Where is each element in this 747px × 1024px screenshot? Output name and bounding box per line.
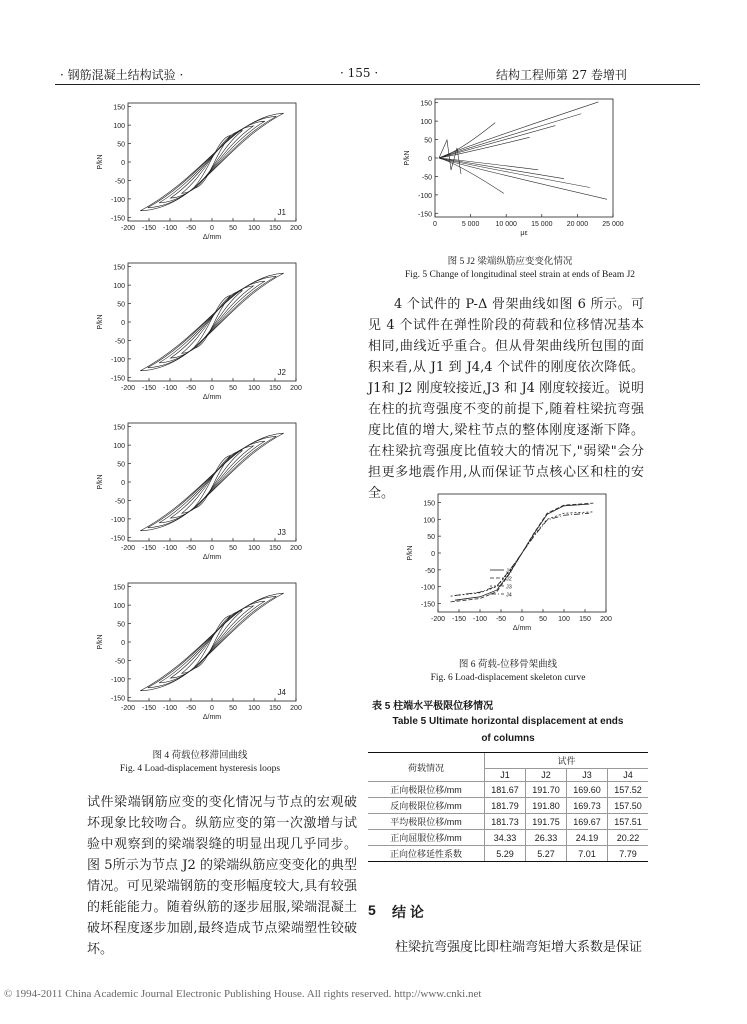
hysteresis-panel <box>97 263 302 401</box>
y-tick-label: -100 <box>110 516 125 524</box>
hysteresis-loop <box>182 451 242 514</box>
table-cell: 157.51 <box>608 814 648 830</box>
y-tick-label: -150 <box>110 695 125 703</box>
figure-4-plots <box>88 95 318 755</box>
section-title: 结 论 <box>392 904 424 920</box>
hysteresis-loop <box>170 446 253 518</box>
x-tick-label: -100 <box>162 225 178 232</box>
figure-6-caption-cn: 图 6 荷载-位移骨架曲线 <box>458 660 558 670</box>
table-5-title-en: Table 5 Ultimate horizontal displacement at ends <box>392 716 624 727</box>
last-paragraph: 柱梁抗弯强度比即柱端弯矩增大系数是保证 <box>395 940 643 955</box>
y-tick-label: 100 <box>113 123 125 131</box>
x-tick-label: -100 <box>162 705 178 712</box>
y-tick-label: -150 <box>417 211 432 219</box>
y-tick-label: 50 <box>117 621 125 629</box>
y-tick-label: 150 <box>420 100 432 108</box>
strain-curve <box>439 158 607 199</box>
figure-5-plot <box>395 93 625 253</box>
y-tick-label: 0 <box>121 640 125 647</box>
table-cell: 191.70 <box>526 782 567 798</box>
x-tick-label: 150 <box>269 705 281 712</box>
table-cell: 169.67 <box>567 814 608 830</box>
x-tick-label: 50 <box>539 616 547 623</box>
x-tick-label: 100 <box>248 705 260 712</box>
hysteresis-loop <box>182 131 242 194</box>
table-row <box>368 830 648 846</box>
x-tick-label: 200 <box>290 385 302 392</box>
row-label: 平均极限位移/mm <box>368 814 485 830</box>
figure-6 <box>398 488 618 648</box>
hysteresis-loop <box>182 291 242 354</box>
figure-4 <box>88 95 318 755</box>
series-line-J4 <box>455 513 589 595</box>
y-tick-label: 100 <box>420 119 432 127</box>
legend-label: J1 <box>506 568 512 575</box>
series-line-J3 <box>451 512 594 596</box>
hysteresis-loop <box>140 593 284 691</box>
y-tick-label: 50 <box>117 461 125 469</box>
table-row <box>368 782 648 798</box>
table-row <box>368 798 648 814</box>
y-tick-label: 150 <box>113 584 125 592</box>
x-tick-label: 0 <box>433 221 437 228</box>
table-row <box>368 846 648 862</box>
y-tick-label: -100 <box>110 196 125 204</box>
x-axis-label: Δ/mm <box>202 714 222 721</box>
row-label: 反向极限位移/mm <box>368 798 485 814</box>
plot-frame <box>435 99 613 217</box>
y-tick-label: -50 <box>114 658 125 666</box>
strain-curve <box>439 137 530 158</box>
y-tick-label: 50 <box>427 534 435 542</box>
y-axis-label: P/kN <box>407 545 414 561</box>
y-tick-label: 0 <box>428 156 432 163</box>
table-cell: 5.27 <box>526 846 567 862</box>
x-tick-label: -150 <box>141 545 157 552</box>
legend-label: J2 <box>506 576 512 583</box>
panel-label: J3 <box>277 528 286 537</box>
table-cell: 181.67 <box>485 782 526 798</box>
x-tick-label: -150 <box>141 225 157 232</box>
x-tick-label: 50 <box>229 385 237 392</box>
strain-curve <box>439 158 590 188</box>
x-tick-label: -50 <box>495 616 507 623</box>
y-tick-label: 150 <box>113 424 125 432</box>
y-tick-label: 100 <box>113 283 125 291</box>
x-tick-label: 150 <box>579 616 591 623</box>
y-axis-label: P/kN <box>97 634 104 650</box>
hysteresis-loop <box>159 601 265 683</box>
y-tick-label: -50 <box>114 498 125 506</box>
x-tick-label: 0 <box>210 225 214 232</box>
header-right: 结构工程师第 27 卷增刊 <box>496 68 627 82</box>
x-tick-label: -100 <box>472 616 488 623</box>
y-tick-label: 0 <box>121 320 125 327</box>
x-tick-label: 200 <box>600 616 612 623</box>
x-tick-label: 100 <box>558 616 570 623</box>
figure-4-caption-en: Fig. 4 Load-displacement hysteresis loops <box>119 764 281 774</box>
x-tick-label: 25 000 <box>602 221 624 228</box>
y-tick-label: 0 <box>121 160 125 167</box>
y-tick-label: 50 <box>424 137 432 145</box>
x-axis-label: με <box>520 230 528 237</box>
table-cell: 20.22 <box>608 830 648 846</box>
hysteresis-loop <box>182 611 242 674</box>
x-tick-label: -200 <box>430 616 446 623</box>
strain-curve <box>439 158 564 179</box>
header-left: · 钢筋混凝土结构试验 · <box>60 68 184 82</box>
x-tick-label: -200 <box>120 225 136 232</box>
y-tick-label: 100 <box>423 517 435 525</box>
y-tick-label: 100 <box>113 443 125 451</box>
x-tick-label: -200 <box>120 705 136 712</box>
y-tick-label: 50 <box>117 141 125 149</box>
legend-label: J3 <box>506 584 512 591</box>
x-tick-label: 0 <box>520 616 524 623</box>
table-header-case: 荷载情况 <box>368 753 485 782</box>
panel-label: J2 <box>277 368 286 377</box>
table-cell: 169.73 <box>567 798 608 814</box>
table-header-group: 试件 <box>485 753 649 769</box>
x-tick-label: 100 <box>248 545 260 552</box>
row-label: 正向极限位移/mm <box>368 782 485 798</box>
table-cell: 7.79 <box>608 846 648 862</box>
hysteresis-loop <box>170 606 253 678</box>
table-5-title-en2: of columns <box>481 733 535 744</box>
table-cell: 24.19 <box>567 830 608 846</box>
table-cell: 169.60 <box>567 782 608 798</box>
hysteresis-loop <box>140 433 284 531</box>
figure-6-caption-en: Fig. 6 Load-displacement skeleton curve <box>430 673 586 683</box>
y-tick-label: -50 <box>114 338 125 346</box>
row-label: 正向位移延性系数 <box>368 846 485 862</box>
x-tick-label: -150 <box>141 385 157 392</box>
data-table <box>368 752 648 862</box>
x-tick-label: -50 <box>185 385 197 392</box>
y-tick-label: -50 <box>114 178 125 186</box>
x-tick-label: 150 <box>269 545 281 552</box>
y-axis-label: P/kN <box>97 154 104 170</box>
copyright-footer: © 1994-2011 China Academic Journal Electronic Publishing House. All rights reserved. http://www.cnki.net <box>4 988 482 1000</box>
series-line-J1 <box>455 504 589 600</box>
x-tick-label: 50 <box>229 225 237 232</box>
table-cell: 26.33 <box>526 830 567 846</box>
x-tick-label: 0 <box>210 545 214 552</box>
x-tick-label: 20 000 <box>566 221 589 228</box>
figure-5-caption-cn: 图 5 J2 梁端纵筋应变变化情况 <box>447 257 573 267</box>
y-tick-label: 0 <box>121 480 125 487</box>
x-tick-label: 50 <box>229 705 237 712</box>
y-tick-label: -150 <box>110 215 125 223</box>
x-tick-label: 150 <box>269 225 281 232</box>
y-tick-label: 50 <box>117 301 125 309</box>
strain-curve <box>439 126 555 158</box>
y-tick-label: -150 <box>420 601 435 609</box>
y-tick-label: -100 <box>417 192 432 200</box>
table-col-header: J1 <box>485 769 526 782</box>
figure-5-caption-en: Fig. 5 Change of longitudinal steel strain at ends of Beam J2 <box>404 270 636 280</box>
table-cell: 5.29 <box>485 846 526 862</box>
table-col-header: J3 <box>567 769 608 782</box>
row-label: 正向屈服位移/mm <box>368 830 485 846</box>
paragraph-text: 试件梁端钢筋应变的变化情况与节点的宏观破坏现象比较吻合。纵筋应变的第一次激增与试验中观察到的梁端裂缝的明显出现几乎同步。图 5所示为节点 J2 的梁端纵筋应变变化的典型情况。可见梁端钢筋的变形幅度较大,具有较强的耗能能力。随着纵筋的逐步屈服,梁端混凝土破坏程度逐步加剧,最终造成节点梁端塑性铰破坏。 <box>87 795 357 957</box>
x-axis-label: Δ/mm <box>202 554 222 561</box>
y-axis-label: P/kN <box>97 314 104 330</box>
table-cell: 181.73 <box>485 814 526 830</box>
table-cell: 7.01 <box>567 846 608 862</box>
right-paragraph: 4 个试件的 P-Δ 骨架曲线如图 6 所示。可见 4 个试件在弹性阶段的荷载和位移情况基本相同,曲线近乎重合。但从骨架曲线所包围的面积来看,从 J1 到 J4,4 个试件的刚度依次降低。J1和 J2 刚度较接近,J3 和 J4 刚度较接近。说明在柱的抗弯强度不变的前提下,随着柱梁抗弯强度比值的增大,梁柱节点的整体刚度逐渐下降。在柱梁抗弯强度比值较大的情况下,"弱梁"会分担更多地震作用,从而保证节点核心区和柱的安全。 <box>368 297 644 501</box>
x-axis-label: Δ/mm <box>202 394 222 401</box>
x-tick-label: -150 <box>451 616 467 623</box>
x-axis-label: Δ/mm <box>202 234 222 241</box>
skeleton-axes <box>407 494 612 632</box>
strain-curve <box>439 114 581 158</box>
strain-curve <box>439 123 495 158</box>
y-tick-label: -50 <box>421 174 432 182</box>
x-tick-label: -50 <box>185 545 197 552</box>
hysteresis-panel <box>97 103 302 241</box>
table-cell: 191.75 <box>526 814 567 830</box>
hysteresis-loop <box>159 441 265 523</box>
x-tick-label: 5 000 <box>461 221 480 228</box>
x-tick-label: 100 <box>248 385 260 392</box>
x-tick-label: -150 <box>141 705 157 712</box>
table-cell: 157.52 <box>608 782 648 798</box>
x-tick-label: -100 <box>162 545 178 552</box>
hysteresis-panel <box>97 583 302 721</box>
hysteresis-loop <box>140 113 284 211</box>
table-cell: 181.79 <box>485 798 526 814</box>
table-5-title-cn: 表 5 柱端水平极限位移情况 <box>372 701 494 712</box>
y-tick-label: -150 <box>110 535 125 543</box>
y-tick-label: 100 <box>113 603 125 611</box>
table-cell: 34.33 <box>485 830 526 846</box>
table-row <box>368 814 648 830</box>
x-tick-label: -100 <box>162 385 178 392</box>
section-number: 5 <box>368 902 376 918</box>
y-tick-label: 150 <box>113 264 125 272</box>
hysteresis-loop <box>159 121 265 203</box>
panel-label: J1 <box>277 208 286 217</box>
legend-label: J4 <box>506 592 512 599</box>
y-tick-label: -100 <box>110 676 125 684</box>
x-tick-label: 150 <box>269 385 281 392</box>
hysteresis-loop <box>170 286 253 358</box>
strain-curve <box>439 102 598 158</box>
x-tick-label: 200 <box>290 705 302 712</box>
x-tick-label: -200 <box>120 385 136 392</box>
x-tick-label: 0 <box>210 385 214 392</box>
y-tick-label: -150 <box>110 375 125 383</box>
y-tick-label: -100 <box>110 356 125 364</box>
header-divider <box>55 84 700 85</box>
left-paragraph <box>87 792 357 960</box>
y-axis-label: P/kN <box>97 474 104 490</box>
page-number: · 155 · <box>340 66 379 80</box>
x-tick-label: 200 <box>290 545 302 552</box>
hysteresis-loop <box>140 273 284 371</box>
y-axis-label: P/kN <box>404 150 411 166</box>
x-tick-label: -50 <box>185 225 197 232</box>
table-5 <box>368 752 648 862</box>
strain-axes <box>404 99 624 237</box>
figure-4-caption-cn: 图 4 荷载位移滞回曲线 <box>152 751 248 761</box>
x-tick-label: 50 <box>229 545 237 552</box>
x-tick-label: 100 <box>248 225 260 232</box>
y-tick-label: 150 <box>423 500 435 508</box>
hysteresis-panel <box>97 423 302 561</box>
x-axis-label: Δ/mm <box>512 625 532 632</box>
y-tick-label: -100 <box>420 584 435 592</box>
table-cell: 191.80 <box>526 798 567 814</box>
x-tick-label: 200 <box>290 225 302 232</box>
y-tick-label: 150 <box>113 104 125 112</box>
hysteresis-loop <box>170 126 253 198</box>
x-tick-label: -50 <box>185 705 197 712</box>
figure-5 <box>395 93 625 253</box>
table-col-header: J2 <box>526 769 567 782</box>
figure-6-plot <box>398 488 618 648</box>
panel-label: J4 <box>277 688 286 697</box>
table-cell: 157.50 <box>608 798 648 814</box>
x-tick-label: 10 000 <box>495 221 517 228</box>
x-tick-label: 15 000 <box>531 221 553 228</box>
x-tick-label: 0 <box>210 705 214 712</box>
y-tick-label: 0 <box>431 551 435 558</box>
hysteresis-loop <box>159 281 265 363</box>
x-tick-label: -200 <box>120 545 136 552</box>
table-col-header: J4 <box>608 769 648 782</box>
y-tick-label: -50 <box>424 567 435 575</box>
